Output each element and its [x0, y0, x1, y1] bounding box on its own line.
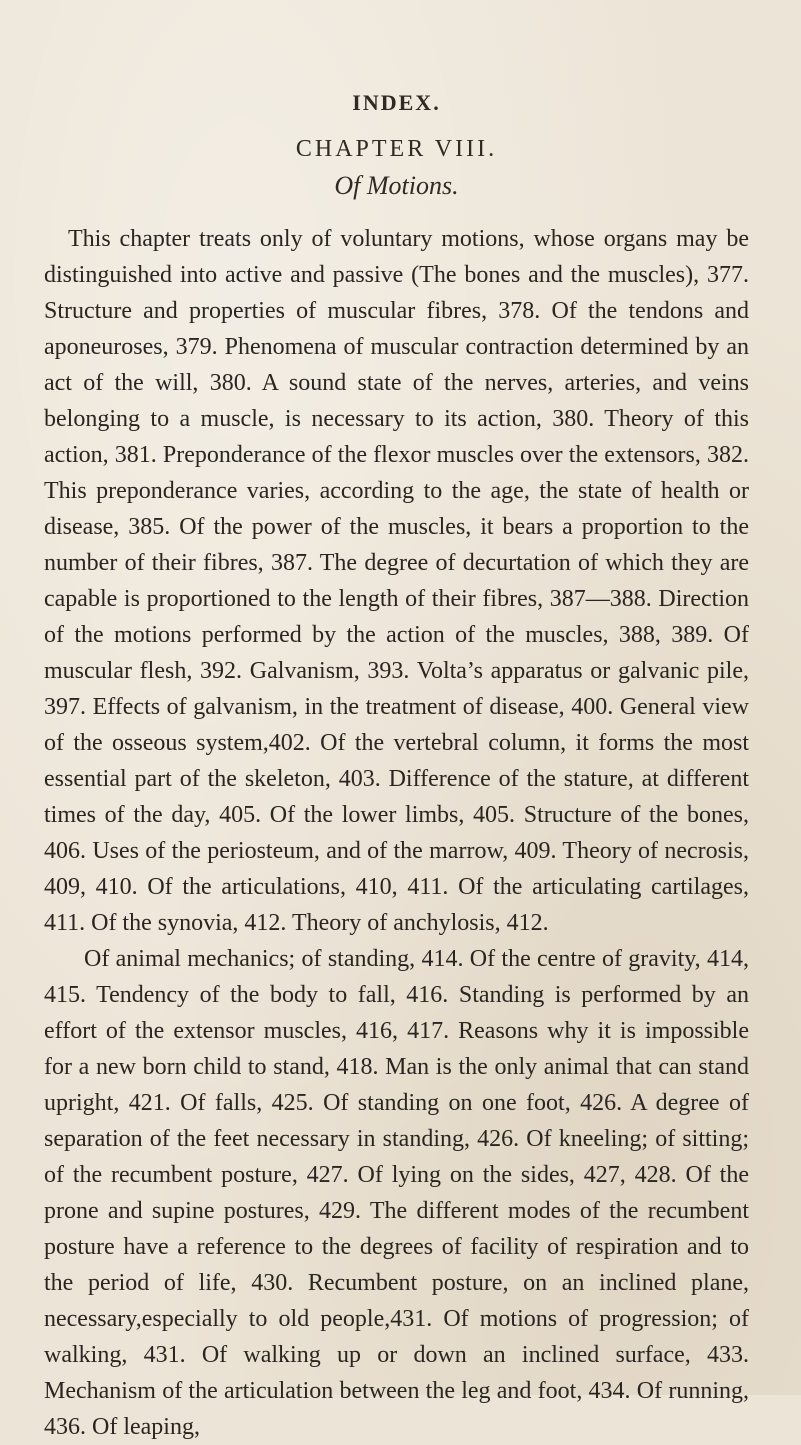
index-paragraph-1: This chapter treats only of voluntary motions, whose organs may be distinguished into active and passive (The bones and the muscles), 377. Structure and properties of muscular fibres, 378. Of the tendons and aponeuroses, 379. Phenomena of muscular contraction determined by an act of the will, 380. A sound state of the nerves, arteries, and veins belonging to a muscle, is necessary to its action, 380. Theory of this action, 381. Preponderance of the flexor muscles over the extensors, 382. This preponderance varies, according to the age, the state of health or disease, 385. Of the power of the muscles, it bears a proportion to the number of their fibres, 387. The degree of decurtation of which they are capable is proportioned to the length of their fibres, 387—388. Direction of the motions performed by the action of the muscles, 388, 389. Of muscular flesh, 392. Galvanism, 393. Volta’s apparatus or galvanic pile, 397. Effects of galvanism, in the treatment of disease, 400. General view of the osseous system,402. Of the vertebral column, it forms the most essential part of the skeleton, 403. Difference of the stature, at different times of the day, 405. Of the lower limbs, 405. Structure of the bones, 406. Uses of the periosteum, and of the marrow, 409. Theory of necrosis, 409, 410. Of the articulations, 410, 411. Of the articulating cartilages, 411. Of the synovia, 412. Theory of anchylosis, 412.	[44, 226, 749, 936]
running-head: INDEX.	[352, 90, 441, 115]
chapter-subtitle: Of Motions.	[334, 171, 459, 200]
chapter-title: CHAPTER VIII.	[295, 136, 498, 162]
index-paragraph-2: Of animal mechanics; of standing, 414. Of the centre of gravity, 414, 415. Tendency of the body to fall, 416. Standing is performed by an effort of the extensor muscles, 416, 417. Reasons why it is impossible for a new born child to stand, 418. Man is the only animal that can stand upright, 421. Of falls, 425. Of standing on one foot, 426. A degree of separation of the feet necessary in standing, 426. Of kneeling; of sitting; of the recumbent posture, 427. Of lying on the sides, 427, 428. Of the prone and supine postures, 429. The different modes of the recumbent posture have a reference to the degrees of facility of respiration and to the period of life, 430. Recumbent posture, on an inclined plane, necessary,especially to old people,431. Of motions of progression; of walking, 431. Of walking up or down an inclined surface, 433. Mechanism of the articulation between the leg and foot, 434. Of running, 436. Of leaping,	[44, 946, 749, 1440]
